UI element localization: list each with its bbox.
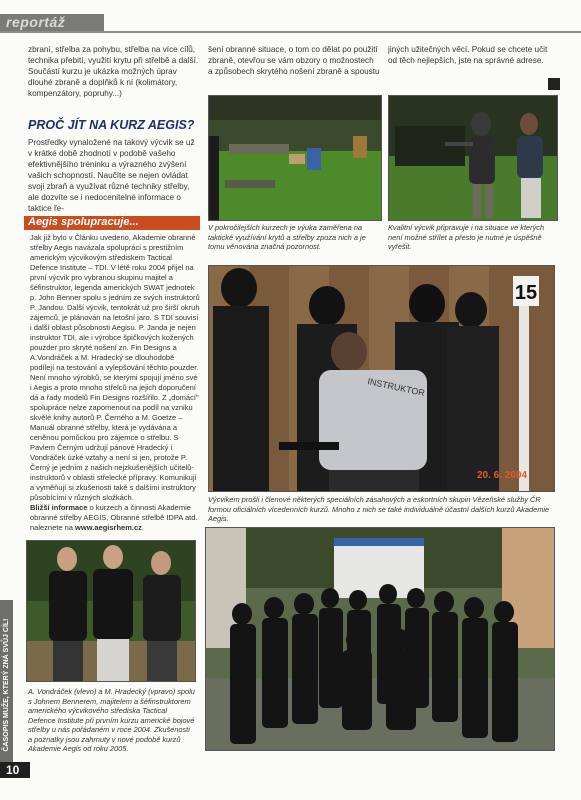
caption-instructor: Kvalitní výcvik připravuje i na situace ve kterých není možné střílet a přesto je nutné je úspěšně vyřešit.	[388, 223, 545, 251]
photo-tactical-training	[208, 265, 555, 492]
info-bold: Bližší informace	[30, 503, 88, 512]
aegis-text: Jak již bylo v Článku uvedeno, Akademie obranné střelby Aegis navázala spolupráci s prestižním americkým výcvikovým střediskem Tactical Defence Institute – TDI. V létě roku 2004 přijel na první výcvik pro vybranou skupinu majitel a šéfinstruktor, legenda amerických SWAT jednotek p. John Benner spolu s jedním ze svých instruktorů P. Jandou. Další výcvik, tentokrát už pro širší okruh zájemců, je plánován na letošní jaro. S TDI souvisí i další oblast působnosti Aegisu. P. Janda je nejen instruktor TDI, ale i výrobce špičkových kožených pouzder pro skryté nošení zn. Fin Designs a A.Vondráček a M. Hradecký se dlouhodobě podílejí na testování a vylepšování těchto pouzder. Není mnoho výrobků, se kterými spojují jméno své i Aegis a proto mnoho střelců na jejich doporučení dá a řady modelů Fin Designs rozšířilo. Z „domácí" spolupráce nelze zapomenout na podíl na vzniku skvělé knihy autorů P. Černého a M. Goetze – Manuál obranné střelby, která je vydávána a ceněnou pomůckou pro zájemce o střelbu. S Pavlem Černým udržují pánové Hradecký i Vondráček úzké vztahy a není si jen, protože P. Černý je jedním z našich nejzkušenějších učitelů-instruktorů v oblasti střelecké přípravy. Komunikují a vyměňují si zkušenosti také s dalšími instruktory působícími v různých složkách.	[30, 233, 200, 502]
caption-team: Výcvikem prošli i členové některých speciálních zásahových a eskortních skupin Vězeňské služby ČR formou oficiálních vícedenních kurzů. Mnoho z nich se také individuálně účastní dalších kurzů Akademie Aegis.	[208, 495, 550, 523]
caption-trio: A. Vondráček (vlevo) a M. Hradecký (vpravo) spolu s Johnem Bennerem, majitelem a šéfinstruktorem amerického výcvikového střediska Tactical Defence Institute při prvním kurzu americké bojové střelby u nás pořádaném v roce 2004. Zkušenosti a poznatky jsou zahrnuty v nové podobě kurzů Akademie Aegis od roku 2005.	[28, 687, 195, 753]
photo-range	[208, 95, 382, 221]
photo-team-group	[205, 527, 555, 751]
corner-marker	[548, 78, 560, 90]
instructor-scene	[389, 96, 557, 220]
proc-text: Prostředky vynaložené na takový výcvik se už v krátké době zhodnotí v podobě vašeho efektivnějšího tréninku a výrazného zvýšení vašich schopností. Naučíte se nejen ovládat svoji zbraň a využívat různé techniky střelby, ale dozvíte se i nedocenitelné informace o taktice ře-	[28, 138, 195, 213]
heading-aegis	[24, 216, 200, 230]
photo-instructor-outdoor	[388, 95, 558, 221]
section-tag	[0, 14, 104, 32]
col2-top-text: šení obranné situace, o tom co dělat po použití zbraně, otevřou se vám obzory o možnostech a způsobech skrytého nošení zbraně a spoustu	[208, 45, 380, 76]
team-scene	[206, 528, 554, 750]
aegis-url[interactable]: www.aegisrhem.cz	[75, 523, 142, 532]
heading-aegis-label: Aegis spolupracuje...	[28, 216, 139, 228]
sidebar-strip	[0, 600, 13, 770]
tactical-scene	[209, 266, 554, 491]
heading-proc: PROČ JÍT NA KURZ AEGIS?	[28, 118, 195, 132]
photo-trio	[26, 540, 196, 682]
header-rule	[0, 31, 581, 33]
col1-top-text: zbraní, střelba za pohybu, střelba na více cílů, technika přebití, využití krytu při střelbě a další. Součástí kurzu je ukázka možných úprav dlouhé zbraně a doplňků k ní (kolimátory, kompenzátory, popruhy...)	[28, 45, 199, 98]
section-tag-label: reportáž	[6, 14, 66, 30]
caption-range: V pokročilejších kurzech je výuka zaměřena na taktické využívání krytů a střelby zpoza nich a je tomu věnována značná pozornost.	[208, 223, 366, 251]
date-stamp: 20. 6. 2004	[477, 470, 528, 481]
page-number-label: 10	[6, 763, 20, 777]
aegis-text-block	[30, 233, 200, 533]
sidebar-text: ČASOPIS MUŽE, KTERÝ ZNÁ SVŮJ CÍL!	[3, 618, 10, 752]
shirt-text: INSTRUKTOR	[366, 376, 426, 399]
page-number	[0, 762, 30, 778]
range-scene	[209, 96, 381, 220]
target-number: 15	[514, 282, 538, 304]
col3-top-text: jiných užitečných věcí. Pokud se chcete učit od těch nejlepších, jste na správné adrese.	[388, 45, 548, 65]
trio-scene	[27, 541, 195, 681]
info-text: o kurzech a činnosti Akademie obranné střelby AEGIS, Obranné střelbě IDPA atd. naleznete na	[30, 503, 198, 532]
